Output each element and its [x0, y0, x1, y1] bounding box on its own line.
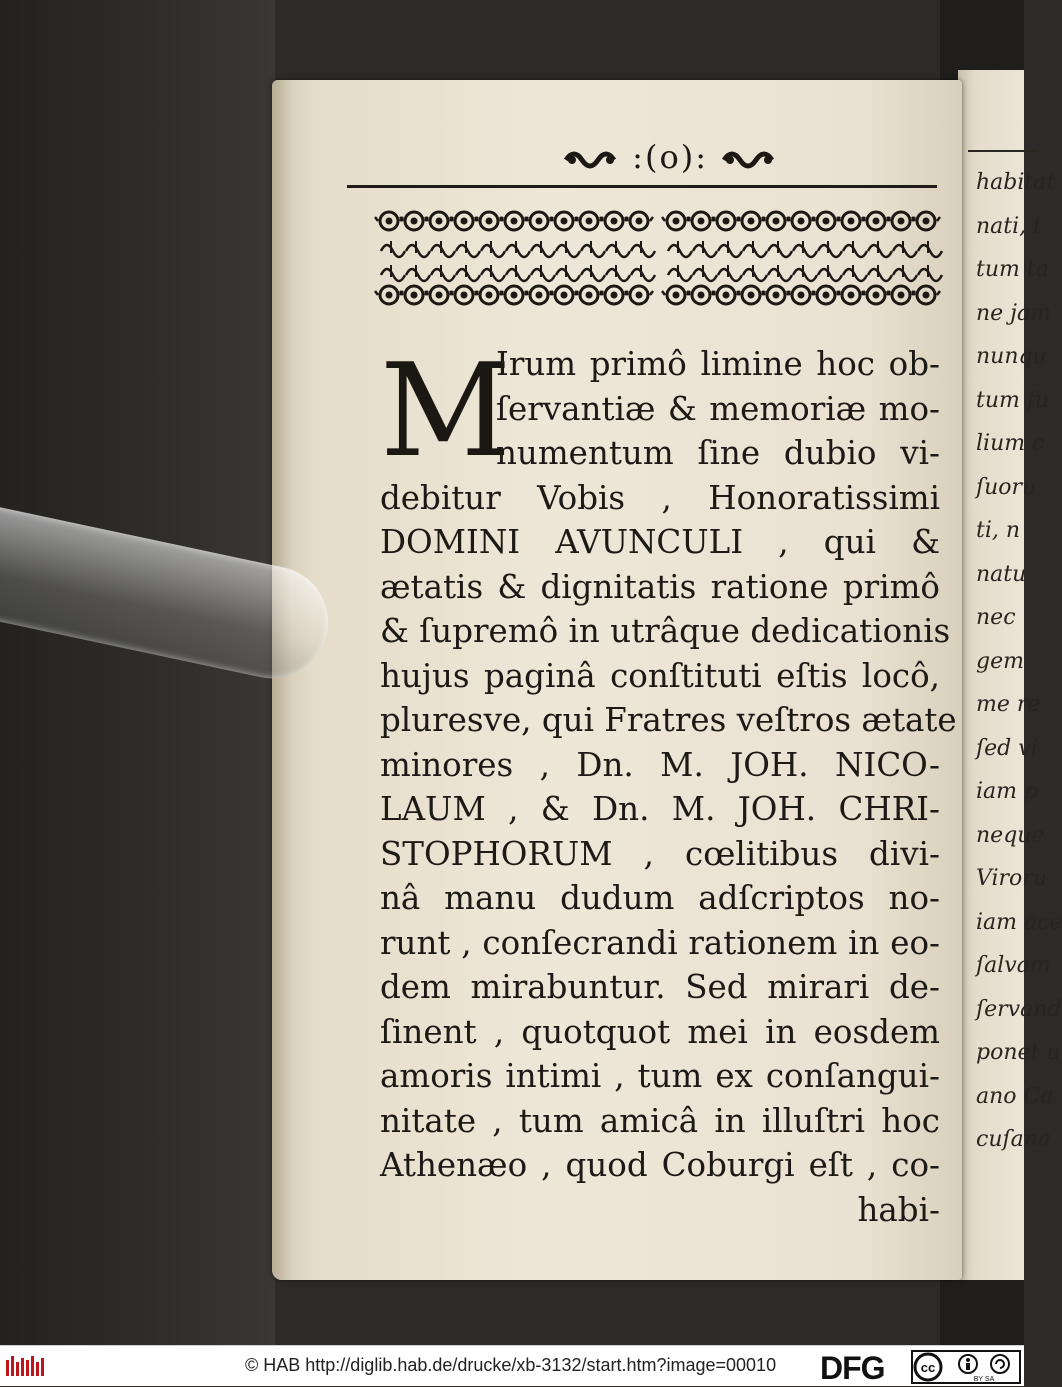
facing-page-line: ſuoru: [976, 474, 1037, 500]
facing-page-line: tum ta: [976, 257, 1049, 282]
text-line: amoris intimi , tum ex conſangui-: [380, 1057, 940, 1095]
facing-page-line: ſervand: [976, 996, 1062, 1022]
facing-page-line: ſed vi: [976, 735, 1038, 761]
facing-page-line: natu: [976, 561, 1027, 587]
text-line: DOMINI AVUNCULI , qui &: [380, 523, 940, 561]
text-line: nâ manu dudum adſcriptos no-: [380, 879, 940, 917]
text-line: runt , conſecrandi rationem in eo-: [380, 923, 940, 962]
header-ornament-left-icon: [562, 145, 620, 175]
text-line: numentum ſine dubio vi-: [496, 434, 940, 472]
background-left: [0, 0, 275, 1345]
text-line: nitate , tum amicâ in illuſtri hoc: [380, 1101, 940, 1140]
facing-page-line: ponet u: [976, 1040, 1061, 1065]
facing-page-line: tum fu: [976, 387, 1050, 413]
facing-page: [958, 70, 1062, 1280]
facing-page-line: Viroru: [976, 866, 1047, 891]
hab-logo-icon: [5, 1354, 47, 1378]
facing-page-line: ano Ca: [976, 1083, 1054, 1109]
book-page: [272, 80, 962, 1280]
text-line: debitur Vobis , Honoratissimi: [380, 478, 940, 517]
facing-page-rule: [968, 150, 1038, 152]
facing-page-line: neque: [976, 822, 1045, 848]
text-line: pluresve, qui Fratres veſtros ætate: [380, 701, 957, 739]
text-line: Irum primô limine hoc ob-: [496, 345, 940, 383]
facing-page-line: ti, n: [976, 518, 1021, 543]
facing-page-line: nunqu: [976, 344, 1047, 369]
footer-bar: [0, 1345, 1024, 1386]
text-line: STOPHORUM , cœlitibus divi-: [380, 834, 940, 873]
text-line: ſinent , quotquot mei in eosdem: [380, 1012, 940, 1051]
facing-page-line: iam p: [976, 779, 1039, 804]
text-line: ætatis & dignitatis ratione primô: [380, 567, 940, 606]
facing-page-line: ſalvam: [976, 953, 1051, 978]
facing-page-line: nec: [976, 605, 1016, 630]
facing-page-line: habitat: [976, 170, 1056, 195]
text-line: minores , Dn. M. JOH. NICO-: [380, 745, 940, 784]
facing-page-line: ne jam: [976, 300, 1051, 326]
facing-page-line: nati, t: [976, 213, 1042, 239]
page-header: [562, 138, 778, 176]
text-line: Athenæo , quod Coburgi eſt , co-: [380, 1146, 940, 1184]
facing-page-line: cuſana: [976, 1127, 1052, 1152]
source-url: © HAB http://diglib.hab.de/drucke/xb-3132/start.htm?image=00010: [245, 1355, 777, 1375]
text-line: LAUM , & Dn. M. JOH. CHRI-: [380, 790, 940, 828]
page-edge: [272, 80, 294, 1280]
page-signature: :(o):: [632, 138, 708, 176]
license-label: BY SA: [973, 1376, 995, 1383]
facing-page-line: gem: [976, 648, 1024, 674]
header-rule: [347, 185, 937, 188]
svg-text:cc: cc: [920, 1360, 936, 1375]
text-line: dem mirabuntur. Sed mirari de-: [380, 968, 940, 1006]
dfg-logo: DFG: [820, 1350, 885, 1386]
text-line: & ſupremô in utrâque dedicationis: [380, 612, 951, 650]
fleuron-ornament-band-icon: [377, 203, 932, 313]
facing-page-line: lium c: [976, 431, 1045, 456]
text-line: habi-: [857, 1190, 940, 1229]
header-ornament-right-icon: [720, 145, 778, 175]
facing-page-line: me re: [976, 692, 1041, 717]
creative-commons-icon: [912, 1351, 1020, 1383]
facing-page-line: iam ace: [976, 909, 1062, 935]
drop-capital: M: [380, 337, 512, 486]
body-text: [380, 337, 957, 1232]
text-line: ſervantiæ & memoriæ mo-: [496, 389, 940, 428]
text-line: hujus paginâ conſtituti eſtis locô,: [380, 656, 940, 695]
